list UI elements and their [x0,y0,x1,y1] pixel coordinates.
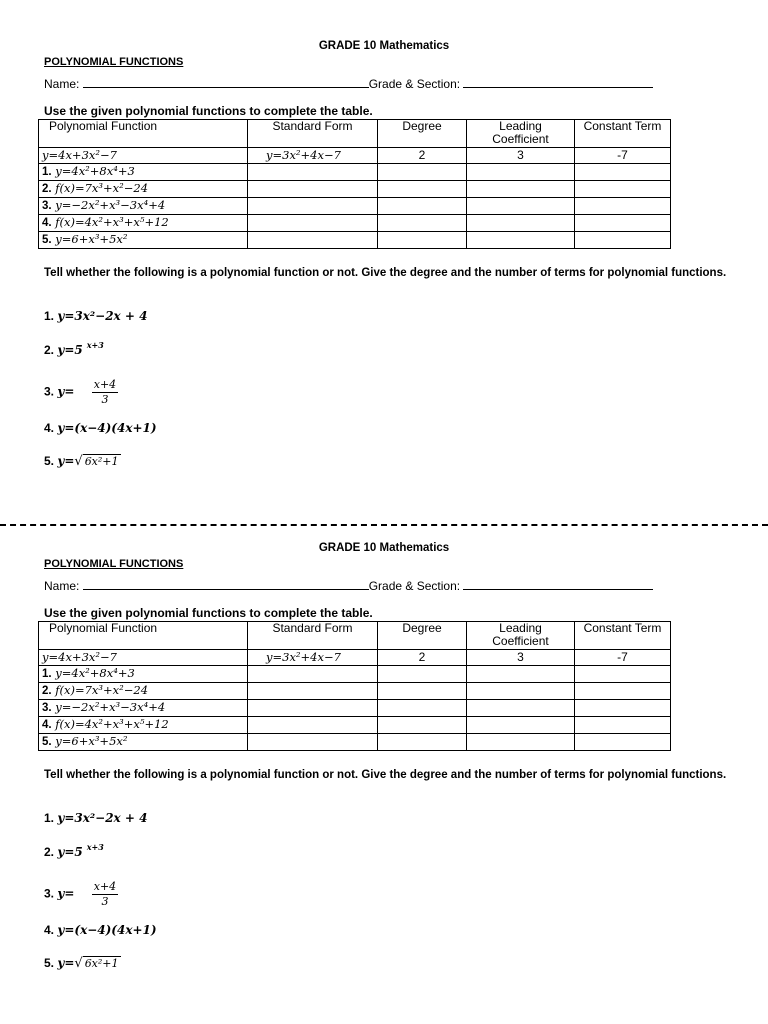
row-function: y=−2x²+x³−3x⁴+4 [55,198,166,212]
question-5 [44,956,121,971]
header-degree: Degree [378,622,467,650]
grade-section-blank[interactable] [463,579,653,590]
worksheet-title: GRADE 10 Mathematics [318,542,450,554]
answer-standard-form[interactable] [248,734,378,751]
question-5 [44,454,121,469]
question-expression: y= [57,384,75,399]
answer-standard-form[interactable] [248,683,378,700]
question-1 [44,811,147,825]
header-constant-term: Constant Term [575,622,671,650]
answer-standard-form[interactable] [248,717,378,734]
grade-section-label: Grade & Section: [368,579,461,593]
row-function: f(x)=4x²+x³+x⁵+12 [55,215,169,229]
name-grade-line [44,77,653,91]
table-row [39,232,671,249]
name-grade-line [44,579,653,593]
worksheet-title: GRADE 10 Mathematics [318,40,450,52]
worksheet-bottom [0,502,768,1002]
question-exponent: x+3 [86,842,104,852]
fraction-denominator: 3 [101,393,109,406]
fraction-denominator: 3 [101,895,109,908]
table-row [39,734,671,751]
answer-leading-coefficient[interactable] [467,164,575,181]
worksheet-subtitle: POLYNOMIAL FUNCTIONS [44,56,184,68]
question-number: 3. [44,384,55,399]
answer-constant-term[interactable] [575,181,671,198]
question-expression: y= [57,886,75,901]
question-3 [44,880,118,909]
row-number: 3. [42,200,52,212]
question-3 [44,378,118,407]
answer-standard-form[interactable] [248,181,378,198]
answer-leading-coefficient[interactable] [467,181,575,198]
answer-leading-coefficient[interactable] [467,700,575,717]
row-number: 2. [42,685,52,697]
header-degree: Degree [378,120,467,148]
header-standard-form: Standard Form [248,120,378,148]
answer-leading-coefficient[interactable] [467,666,575,683]
row-function: y=6+x³+5x² [55,734,128,748]
header-constant-term: Constant Term [575,120,671,148]
question-expression: y=(x−4)(4x+1) [57,421,157,435]
question-1 [44,309,147,323]
answer-constant-term[interactable] [575,232,671,249]
polynomial-table [38,119,671,249]
row-function: f(x)=7x³+x²−24 [55,181,149,195]
question-4 [44,923,157,937]
table-instruction: Use the given polynomial functions to complete the table. [44,606,373,620]
answer-constant-term[interactable] [575,700,671,717]
question-number: 3. [44,886,55,901]
question-number: 1. [44,811,55,825]
question-number: 1. [44,309,55,323]
radical-sign-icon: √ [74,956,83,971]
table-example-row [39,650,671,666]
row-number: 5. [42,736,52,748]
table-row [39,717,671,734]
example-standard-form: y=3x²+4x−7 [248,148,378,164]
row-number: 4. [42,217,52,229]
polynomial-table [38,621,671,751]
answer-leading-coefficient[interactable] [467,215,575,232]
answer-standard-form[interactable] [248,198,378,215]
header-polynomial-function: Polynomial Function [39,120,248,148]
answer-degree[interactable] [378,181,467,198]
table-row [39,215,671,232]
fraction-numerator: x+4 [93,880,117,893]
question-number: 4. [44,923,55,937]
row-function: f(x)=7x³+x²−24 [55,683,149,697]
answer-standard-form[interactable] [248,215,378,232]
row-number: 3. [42,702,52,714]
example-degree: 2 [378,650,467,666]
example-constant-term: -7 [575,148,671,164]
table-row [39,683,671,700]
row-number: 1. [42,166,52,178]
question-2 [44,340,104,357]
tell-instruction: Tell whether the following is a polynomial function or not. Give the degree and the number of terms for polynomial functions. [44,267,727,279]
question-number: 2. [44,343,55,357]
question-expression: y=(x−4)(4x+1) [57,923,157,937]
square-root [74,454,120,469]
question-number: 5. [44,956,55,970]
answer-standard-form[interactable] [248,164,378,181]
example-leading-coefficient: 3 [467,650,575,666]
table-header-row [39,120,671,148]
answer-standard-form[interactable] [248,700,378,717]
name-blank[interactable] [83,77,369,88]
row-function: y=6+x³+5x² [55,232,128,246]
worksheet-subtitle: POLYNOMIAL FUNCTIONS [44,558,184,570]
worksheet-top [0,0,768,500]
radical-sign-icon: √ [74,454,83,469]
table-header-row [39,622,671,650]
answer-constant-term[interactable] [575,734,671,751]
question-expression: y=5 [57,845,83,859]
question-number: 5. [44,454,55,468]
question-number: 2. [44,845,55,859]
answer-degree[interactable] [378,215,467,232]
question-expression: y=3x²−2x + 4 [57,309,148,323]
answer-leading-coefficient[interactable] [467,717,575,734]
answer-degree[interactable] [378,198,467,215]
answer-constant-term[interactable] [575,164,671,181]
table-row [39,198,671,215]
example-function: y=4x+3x²−7 [39,148,248,164]
table-example-row [39,148,671,164]
answer-leading-coefficient[interactable] [467,232,575,249]
row-number: 1. [42,668,52,680]
question-expression: y=3x²−2x + 4 [57,811,148,825]
question-4 [44,421,157,435]
fraction [92,378,118,407]
fraction [92,880,118,909]
table-row [39,666,671,683]
example-function: y=4x+3x²−7 [39,650,248,666]
example-constant-term: -7 [575,650,671,666]
row-function: y=−2x²+x³−3x⁴+4 [55,700,166,714]
table-row [39,181,671,198]
answer-constant-term[interactable] [575,666,671,683]
table-row [39,164,671,181]
answer-leading-coefficient[interactable] [467,198,575,215]
row-function: y=4x²+8x⁴+3 [55,666,135,680]
answer-standard-form[interactable] [248,666,378,683]
answer-constant-term[interactable] [575,717,671,734]
question-number: 4. [44,421,55,435]
radicand: 6x²+1 [84,455,119,468]
row-function: y=4x²+8x⁴+3 [55,164,135,178]
question-2 [44,842,104,859]
answer-degree[interactable] [378,683,467,700]
radicand: 6x²+1 [84,957,119,970]
example-degree: 2 [378,148,467,164]
row-function: f(x)=4x²+x³+x⁵+12 [55,717,169,731]
header-leading-coefficient: Leading Coefficient [467,120,575,148]
question-expression: y= [57,956,75,970]
answer-constant-term[interactable] [575,683,671,700]
name-blank[interactable] [83,579,369,590]
square-root [74,956,120,971]
answer-degree[interactable] [378,164,467,181]
grade-section-blank[interactable] [463,77,653,88]
header-standard-form: Standard Form [248,622,378,650]
fraction-numerator: x+4 [93,378,117,391]
header-leading-coefficient: Leading Coefficient [467,622,575,650]
row-number: 5. [42,234,52,246]
name-label: Name: [44,77,80,91]
question-exponent: x+3 [86,340,104,350]
grade-section-label: Grade & Section: [368,77,461,91]
question-expression: y= [57,454,75,468]
example-standard-form: y=3x²+4x−7 [248,650,378,666]
header-polynomial-function: Polynomial Function [39,622,248,650]
tell-instruction: Tell whether the following is a polynomial function or not. Give the degree and the number of terms for polynomial functions. [44,769,727,781]
row-number: 2. [42,183,52,195]
answer-degree[interactable] [378,734,467,751]
table-row [39,700,671,717]
answer-degree[interactable] [378,232,467,249]
answer-constant-term[interactable] [575,215,671,232]
name-label: Name: [44,579,80,593]
answer-constant-term[interactable] [575,198,671,215]
answer-leading-coefficient[interactable] [467,683,575,700]
example-leading-coefficient: 3 [467,148,575,164]
answer-degree[interactable] [378,700,467,717]
table-instruction: Use the given polynomial functions to complete the table. [44,104,373,118]
question-expression: y=5 [57,343,83,357]
answer-degree[interactable] [378,666,467,683]
answer-leading-coefficient[interactable] [467,734,575,751]
row-number: 4. [42,719,52,731]
answer-standard-form[interactable] [248,232,378,249]
answer-degree[interactable] [378,717,467,734]
